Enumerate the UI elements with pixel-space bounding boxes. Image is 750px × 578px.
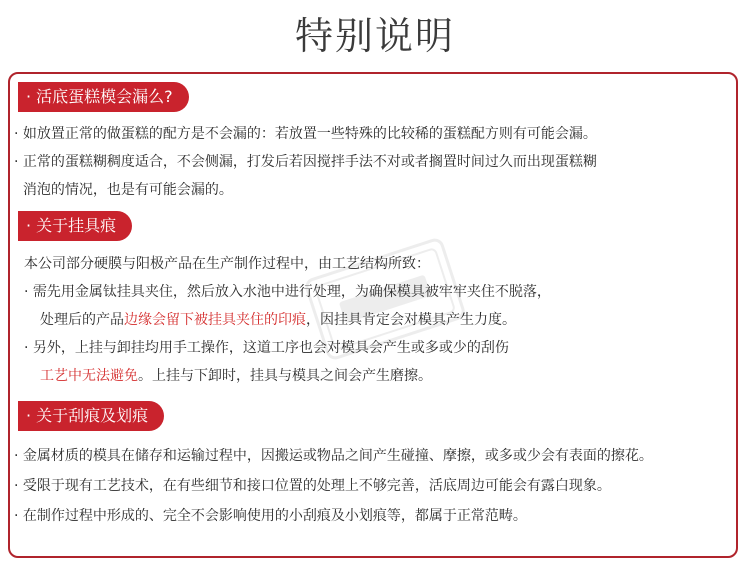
hanger-p1-line2	[40, 310, 516, 330]
hanger-p1-line2-highlight: 边缘会留下被挂具夹住的印痕	[124, 312, 306, 328]
hanger-p1-line2-post: ，因挂具肯定会对模具产生力度。	[306, 312, 516, 328]
page-title: 特别说明	[294, 14, 455, 58]
hanger-p1-line2-pre: 处理后的产品	[40, 312, 124, 328]
scratch-line-3: · 在制作过程中形成的、完全不会影响使用的小刮痕及小划痕等，都属于正常范畴。	[14, 508, 527, 524]
section-tag-hanger-marks: · 关于挂具痕	[18, 211, 132, 241]
leak-line-2: · 正常的蛋糕糊稠度适合，不会侧漏，打发后若因搅拌手法不对或者搁置时间过久而出现蛋糕糊	[14, 154, 597, 170]
leak-line-1: · 如放置正常的做蛋糕的配方是不会漏的：若放置一些特殊的比较稀的蛋糕配方则有可能会漏。	[14, 126, 597, 142]
content-frame	[8, 72, 738, 558]
scratch-line-1: · 金属材质的模具在储存和运输过程中，因搬运或物品之间产生碰撞、摩擦，或多或少会有表面的擦花。	[14, 448, 653, 464]
section-tag-scratches: · 关于刮痕及划痕	[18, 401, 164, 431]
hanger-p2-line1: · 另外，上挂与卸挂均用手工操作，这道工序也会对模具会产生或多或少的刮伤	[24, 340, 509, 356]
hanger-p2-line2	[40, 366, 432, 386]
scratch-line-2: · 受限于现有工艺技术，在有些细节和接口位置的处理上不够完善，活底周边可能会有露白现象。	[14, 478, 611, 494]
leak-line-3: 消泡的情况，也是有可能会漏的。	[14, 182, 233, 198]
hanger-p2-line2-post: 。上挂与下卸时，挂具与模具之间会产生磨擦。	[138, 368, 432, 384]
hanger-p1-line1: · 需先用金属钛挂具夹住，然后放入水池中进行处理，为确保模具被牢牢夹住不脱落，	[24, 284, 551, 300]
section-tag-leak: · 活底蛋糕模会漏么?	[18, 82, 189, 112]
hanger-p2-line2-highlight: 工艺中无法避免	[40, 368, 138, 384]
hanger-intro: 本公司部分硬膜与阳极产品在生产制作过程中，由工艺结构所致：	[24, 256, 430, 272]
